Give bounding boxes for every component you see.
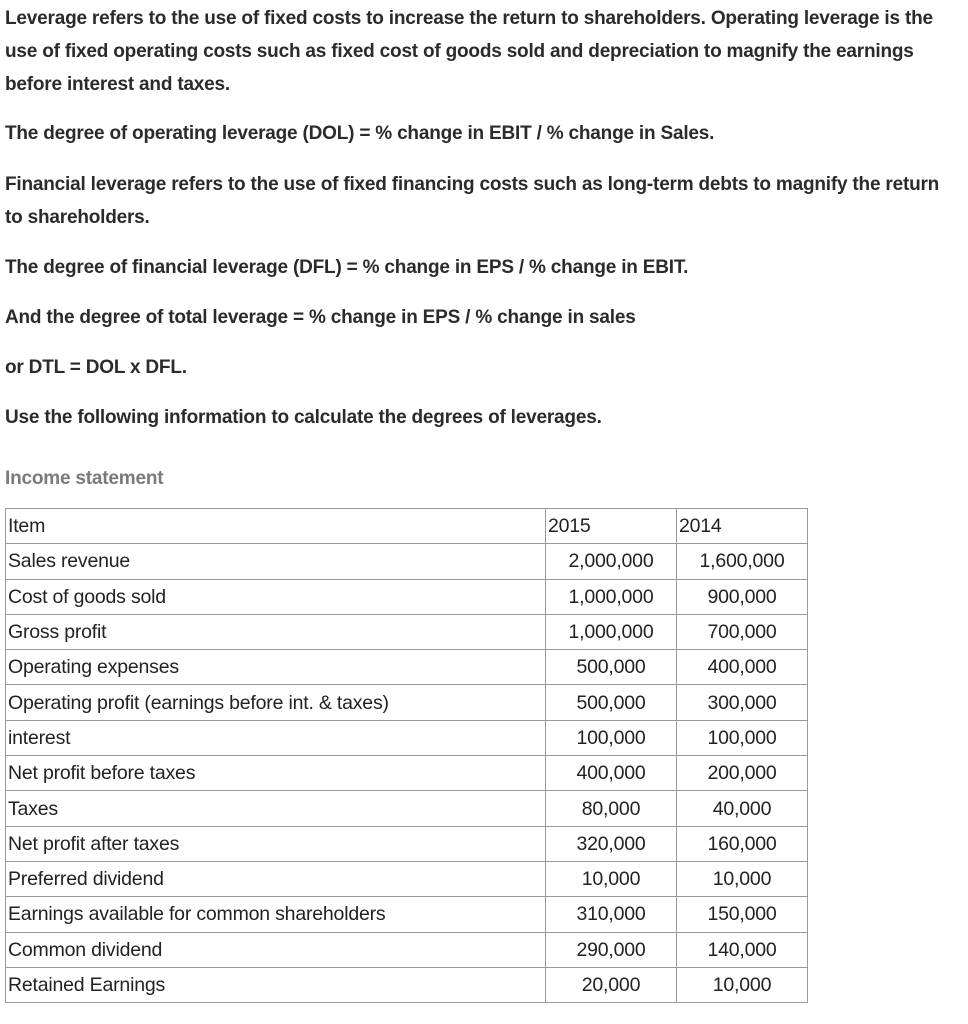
table-row — [6, 897, 808, 932]
row-2015-value: 20,000 — [546, 967, 677, 1002]
row-2015-value: 320,000 — [546, 826, 677, 861]
row-2015-value: 80,000 — [546, 791, 677, 826]
row-item: Preferred dividend — [6, 861, 546, 896]
row-2015-value: 290,000 — [546, 932, 677, 967]
row-2015-value: 1,000,000 — [546, 614, 677, 649]
table-row — [6, 791, 808, 826]
paragraph-dfl-formula: The degree of financial leverage (DFL) = % change in EPS / % change in EBIT. — [5, 257, 689, 278]
paragraph-dtl-product: or DTL = DOL x DFL. — [5, 357, 187, 378]
row-item: Retained Earnings — [6, 967, 546, 1002]
row-2014-value: 40,000 — [677, 791, 808, 826]
row-item: Net profit before taxes — [6, 756, 546, 791]
row-2014-value: 150,000 — [677, 897, 808, 932]
row-2014-value: 300,000 — [677, 685, 808, 720]
row-item: Earnings available for common shareholders — [6, 897, 546, 932]
row-2014-value: 10,000 — [677, 861, 808, 896]
row-2014-value: 160,000 — [677, 826, 808, 861]
row-2014-value: 400,000 — [677, 650, 808, 685]
paragraph-leverage-intro: Leverage refers to the use of fixed costs to increase the return to shareholders. Operating leverage is the use of fixed operating costs such as fixed cost of goods sold and depreciation to magnify the earnings before interest and taxes. — [5, 8, 933, 95]
row-2015-value: 2,000,000 — [546, 544, 677, 579]
row-item: Operating profit (earnings before int. & taxes) — [6, 685, 546, 720]
row-2015-value: 10,000 — [546, 861, 677, 896]
paragraph-dtl-formula: And the degree of total leverage = % change in EPS / % change in sales — [5, 307, 636, 328]
table-row — [6, 685, 808, 720]
row-2015-value: 500,000 — [546, 650, 677, 685]
table-row — [6, 861, 808, 896]
paragraph-instruction: Use the following information to calculate the degrees of leverages. — [5, 407, 602, 428]
row-2014-value: 100,000 — [677, 720, 808, 755]
table-row — [6, 614, 808, 649]
row-item: Net profit after taxes — [6, 826, 546, 861]
table-row — [6, 967, 808, 1002]
paragraph-financial-leverage: Financial leverage refers to the use of fixed financing costs such as long-term debts to magnify the return to shareholders. — [5, 174, 940, 228]
row-item: Cost of goods sold — [6, 579, 546, 614]
table-row — [6, 650, 808, 685]
row-item: Gross profit — [6, 614, 546, 649]
table-row — [6, 756, 808, 791]
row-2014-value: 1,600,000 — [677, 544, 808, 579]
row-2015-value: 100,000 — [546, 720, 677, 755]
row-2014-value: 700,000 — [677, 614, 808, 649]
row-2014-value: 200,000 — [677, 756, 808, 791]
table-row — [6, 720, 808, 755]
row-item: Operating expenses — [6, 650, 546, 685]
header-item: Item — [6, 509, 546, 544]
row-2015-value: 310,000 — [546, 897, 677, 932]
row-2015-value: 1,000,000 — [546, 579, 677, 614]
header-2014: 2014 — [677, 509, 808, 544]
row-item: Common dividend — [6, 932, 546, 967]
table-header-row — [6, 509, 808, 544]
row-2014-value: 140,000 — [677, 932, 808, 967]
row-2014-value: 900,000 — [677, 579, 808, 614]
row-item: Sales revenue — [6, 544, 546, 579]
table-row — [6, 544, 808, 579]
table-caption: Income statement — [5, 468, 164, 489]
paragraph-dol-formula: The degree of operating leverage (DOL) = % change in EBIT / % change in Sales. — [5, 123, 715, 144]
row-item: Taxes — [6, 791, 546, 826]
row-item: interest — [6, 720, 546, 755]
row-2015-value: 500,000 — [546, 685, 677, 720]
row-2014-value: 10,000 — [677, 967, 808, 1002]
income-statement-table — [5, 508, 808, 1003]
table-row — [6, 826, 808, 861]
row-2015-value: 400,000 — [546, 756, 677, 791]
header-2015: 2015 — [546, 509, 677, 544]
table-row — [6, 932, 808, 967]
table-row — [6, 579, 808, 614]
